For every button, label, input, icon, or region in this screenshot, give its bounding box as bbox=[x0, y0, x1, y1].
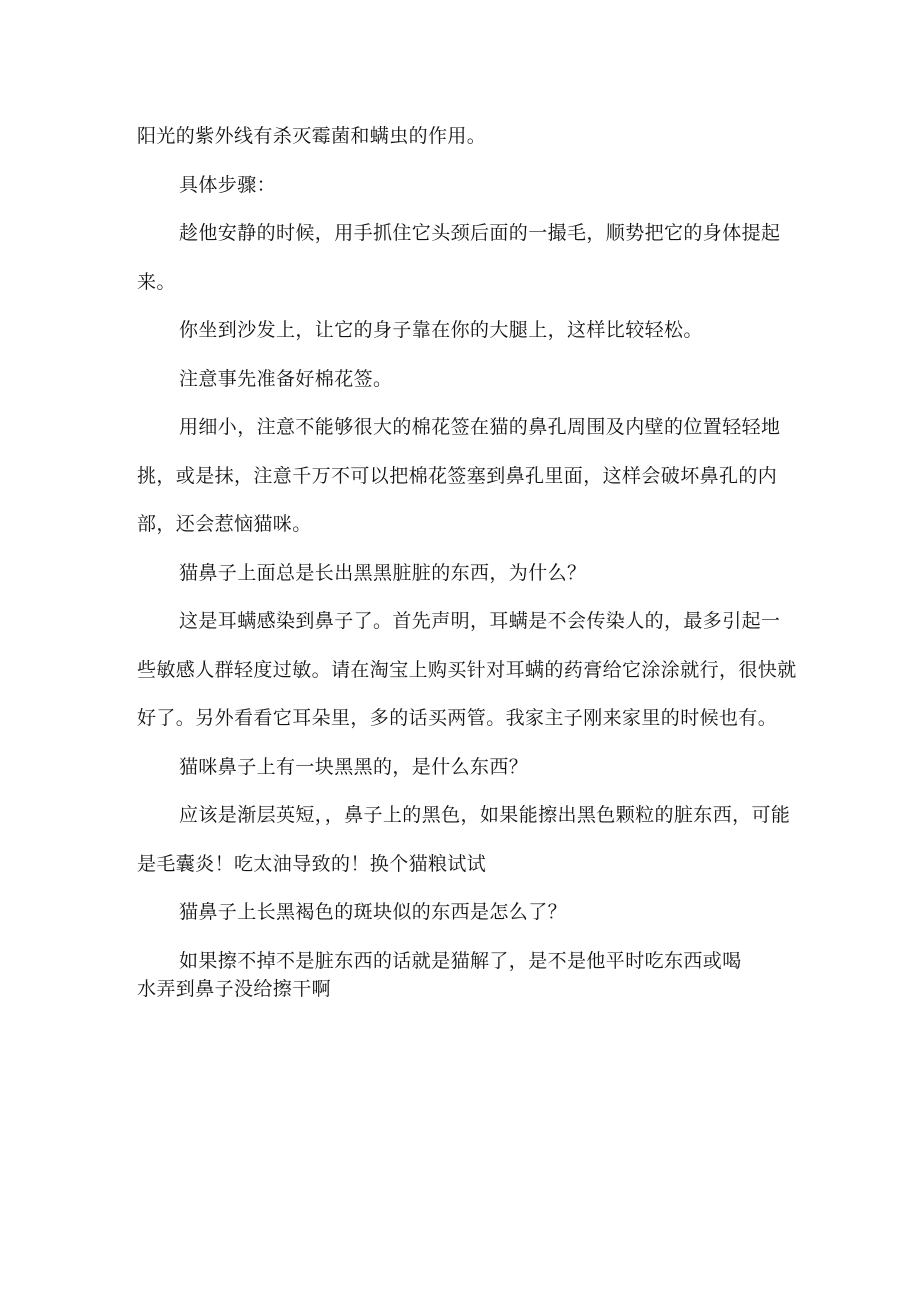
paragraph-10: 应该是渐层英短，，鼻子上的黑色，如果能擦出黑色颗粒的脏东西，可能是毛囊炎！吃太油导致的！换个猫粮试试 bbox=[137, 804, 791, 875]
paragraph-1: 阳光的紫外线有杀灭霉菌和螨虫的作用。 bbox=[137, 125, 487, 147]
paragraph-11: 猫鼻子上长黑褐色的斑块似的东西是怎么了？ bbox=[179, 901, 568, 923]
paragraph-12: 如果擦不掉不是脏东西的话就是猫解了，是不是他平时吃东西或喝水弄到鼻子没给擦干啊 bbox=[137, 949, 742, 1000]
paragraph-5: 注意事先准备好棉花签。 bbox=[179, 367, 393, 390]
paragraph-4: 你坐到沙发上，让它的身子靠在你的大腿上，这样比较轻松。 bbox=[179, 319, 703, 341]
paragraph-9: 猫咪鼻子上有一块黑黑的，是什么东西？ bbox=[179, 755, 529, 778]
paragraph-3: 趁他安静的时候，用手抓住它头颈后面的一撮毛，顺势把它的身体提起来。 bbox=[137, 222, 781, 293]
paragraph-7: 猫鼻子上面总是长出黑黑脏脏的东西，为什么？ bbox=[179, 561, 587, 584]
paragraph-2: 具体步骤： bbox=[179, 173, 277, 196]
document-body bbox=[137, 112, 797, 1003]
paragraph-6: 用细小，注意不能够很大的棉花签在猫的鼻孔周围及内壁的位置轻轻地挑，或是抹，注意千万不可以把棉花签塞到鼻孔里面，这样会破坏鼻孔的内部，还会惹恼猫咪。 bbox=[137, 416, 781, 535]
paragraph-8: 这是耳螨感染到鼻子了。首先声明，耳螨是不会传染人的，最多引起一些敏感人群轻度过敏。请在淘宝上购买针对耳螨的药膏给它涂涂就行，很快就好了。另外看看它耳朵里，多的话买两管。我家主子刚来家里的时候也有。 bbox=[137, 610, 797, 729]
